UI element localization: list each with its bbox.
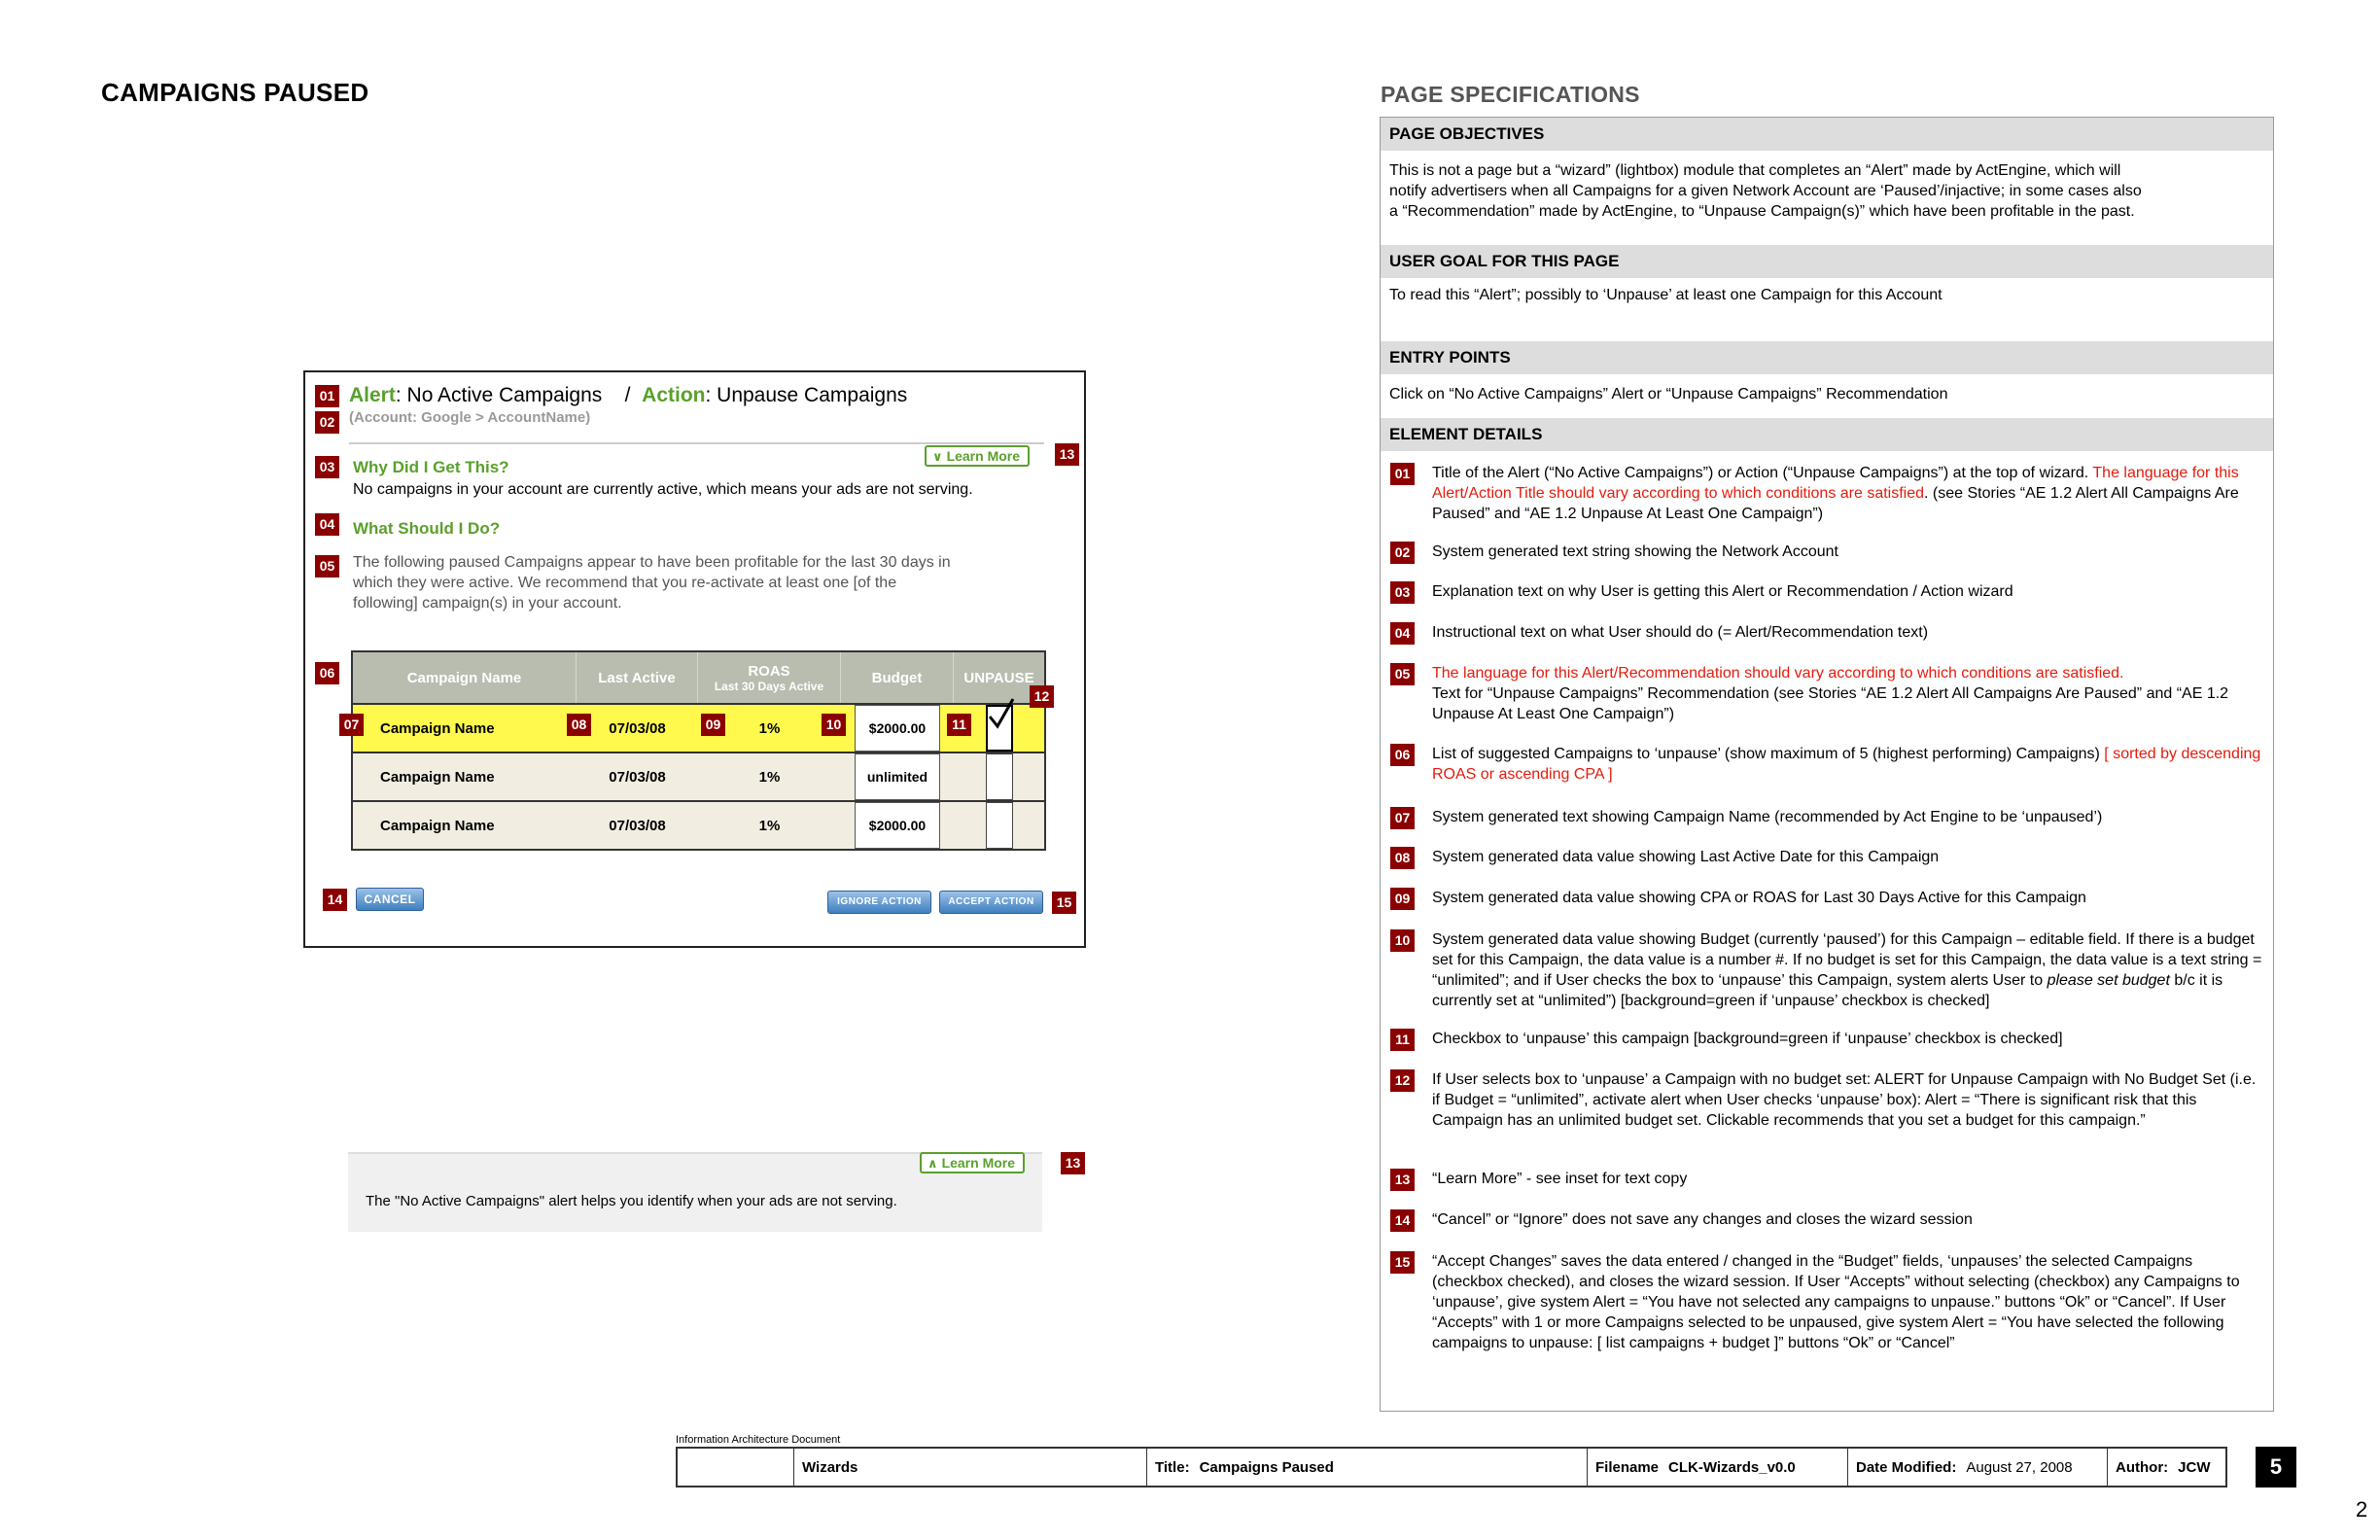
footer-bar (676, 1447, 2227, 1488)
detail-badge-04: 04 (1390, 622, 1415, 645)
objectives-heading: PAGE OBJECTIVES (1381, 118, 2273, 151)
what-text-line-2: which they were active. We recommend that you re-activate at least one [of the (353, 575, 897, 591)
col-last-active: Last Active (577, 652, 698, 703)
detail-14: “Cancel” or “Ignore” does not save any changes and closes the wizard session (1432, 1211, 1973, 1228)
last-active: 07/03/08 (609, 817, 666, 834)
learn-more-button[interactable] (920, 1152, 1025, 1173)
inset-text: The "No Active Campaigns" alert helps you identify when your ads are not serving. (366, 1193, 897, 1209)
callout-badge-13: 13 (1061, 1152, 1085, 1174)
col-roas-sub: Last 30 Days Active (714, 679, 824, 693)
footer-section: Wizards (794, 1449, 1147, 1486)
roas-value: 1% (758, 817, 781, 834)
footer-title: Title: Campaigns Paused (1147, 1449, 1588, 1486)
page-number: 2 (2356, 1497, 2368, 1522)
table-row (353, 800, 1044, 849)
what-heading: What Should I Do? (353, 519, 501, 538)
callout-badge-04: 04 (315, 513, 339, 536)
callout-badge-15: 15 (1052, 892, 1076, 914)
detail-badge-14: 14 (1390, 1209, 1415, 1232)
what-text (353, 552, 951, 613)
detail-badge-07: 07 (1390, 807, 1415, 829)
table-row (353, 752, 1044, 800)
detail-04: Instructional text on what User should do (= Alert/Recommendation text) (1432, 624, 1929, 641)
callout-badge-11: 11 (947, 714, 971, 736)
goal-heading: USER GOAL FOR THIS PAGE (1381, 245, 2273, 278)
detail-09: System generated data value showing CPA or ROAS for Last 30 Days Active for this Campaign (1432, 890, 2086, 906)
learn-more-label: Learn More (946, 448, 1021, 464)
alert-text: : No Active Campaigns (395, 384, 603, 406)
callout-badge-05: 05 (315, 555, 339, 578)
unpause-checkbox[interactable] (986, 753, 1013, 800)
callout-badge-13: 13 (1055, 443, 1079, 466)
wizard-title (349, 384, 907, 407)
detail-03: Explanation text on why User is getting this Alert or Recommendation / Action wizard (1432, 583, 2013, 600)
alert-label: Alert (349, 384, 396, 406)
what-text-line-1: The following paused Campaigns appear to have been profitable for the last 30 days in (353, 554, 951, 571)
budget-field[interactable]: unlimited (855, 753, 940, 800)
detail-badge-03: 03 (1390, 581, 1415, 604)
footer-author: Author: JCW (2116, 1458, 2211, 1476)
detail-08: System generated data value showing Last Active Date for this Campaign (1432, 849, 1940, 865)
detail-badge-13: 13 (1390, 1169, 1415, 1191)
chevron-down-icon: ∨ (932, 449, 943, 464)
checkmark-icon (986, 697, 1015, 730)
callout-badge-03: 03 (315, 456, 339, 478)
col-unpause: UNPAUSE (963, 669, 1034, 686)
footer-blank (678, 1449, 794, 1486)
col-roas-label: ROAS (748, 662, 790, 680)
detail-badge-08: 08 (1390, 847, 1415, 869)
learn-more-inset (348, 1152, 1081, 1232)
title-slash: / (624, 384, 631, 406)
cancel-button[interactable]: CANCEL (356, 888, 424, 911)
spec-title: PAGE SPECIFICATIONS (1381, 82, 1640, 107)
col-budget: Budget (841, 652, 954, 703)
footer-date: Date Modified: August 27, 2008 (1848, 1449, 2108, 1486)
callout-badge-06: 06 (315, 662, 339, 684)
detail-12: If User selects box to ‘unpause’ a Campaign with no budget set: ALERT for Unpause Campaign with No Budget Set (i.e. if Budget = “unlimited”, activate alert when User checks ‘unpause’ box): Alert = “There is significant risk that this Campaign has an unlimited budget set. Clickable recommends that you set a budget for this campaign.” (1432, 1071, 2257, 1129)
why-text: No campaigns in your account are currently active, which means your ads are not serving. (353, 481, 973, 498)
callout-badge-14: 14 (323, 889, 347, 911)
entry-heading: ENTRY POINTS (1381, 341, 2273, 374)
element-heading: ELEMENT DETAILS (1381, 418, 2273, 451)
callout-badge-09: 09 (701, 714, 725, 736)
campaign-name: Campaign Name (380, 719, 495, 737)
objectives-line-1: This is not a page but a “wizard” (lightbox) module that completes an “Alert” made by ActEngine, which will (1389, 162, 2121, 179)
what-text-line-3: following] campaign(s) in your account. (353, 595, 622, 612)
campaign-table (351, 650, 1046, 851)
roas-value: 1% (758, 768, 781, 786)
table-header (353, 652, 1044, 703)
callout-badge-10: 10 (822, 714, 846, 736)
callout-badge-02: 02 (315, 411, 339, 434)
detail-badge-11: 11 (1390, 1029, 1415, 1051)
action-label: Action (642, 384, 706, 406)
last-active: 07/03/08 (609, 768, 666, 786)
action-text: : Unpause Campaigns (705, 384, 908, 406)
detail-badge-09: 09 (1390, 888, 1415, 910)
campaign-name: Campaign Name (380, 768, 495, 786)
accept-action-button[interactable]: ACCEPT ACTION (939, 891, 1043, 914)
campaign-name: Campaign Name (380, 817, 495, 834)
divider (349, 442, 1044, 444)
detail-badge-15: 15 (1390, 1251, 1415, 1274)
callout-badge-01: 01 (315, 385, 339, 407)
detail-badge-05: 05 (1390, 663, 1415, 685)
col-roas (698, 652, 841, 703)
spec-panel (1380, 117, 2274, 1412)
roas-value: 1% (758, 719, 781, 737)
detail-11: Checkbox to ‘unpause’ this campaign [background=green if ‘unpause’ checkbox is checked] (1432, 1031, 2063, 1047)
wizard-lightbox (303, 370, 1086, 948)
table-row (353, 703, 1044, 752)
objectives-text (1389, 160, 2245, 222)
objectives-line-3: a “Recommendation” made by ActEngine, to “Unpause Campaign(s)” which have been profitable in the past. (1389, 203, 2135, 220)
detail-15: “Accept Changes” saves the data entered / changed in the “Budget” fields, ‘unpauses’ the selected Campaigns (checkbox checked), and closes the wizard session. If User “Accepts” without selecting (checkbox) any Campaigns to ‘unpause’, give system Alert = “You have not selected any campaigns to unpause.” buttons “Ok” or “Cancel”. If User “Accepts” with 1 or more Campaigns selected to be unpaused, give system Alert = “You have selected the following campaigns to unpause: [ list campaigns + budget ]” buttons “Ok” or “Cancel” (1432, 1253, 2240, 1351)
detail-badge-01: 01 (1390, 463, 1415, 485)
goal-text: To read this “Alert”; possibly to ‘Unpause’ at least one Campaign for this Account (1389, 287, 1942, 303)
detail-badge-02: 02 (1390, 542, 1415, 564)
page-title: CAMPAIGNS PAUSED (101, 78, 369, 107)
learn-more-button[interactable] (925, 445, 1030, 467)
page-box: 5 (2256, 1447, 2296, 1488)
budget-field[interactable]: $2000.00 (855, 802, 940, 849)
detail-05: The language for this Alert/Recommendation should vary according to which conditions are satisfied. Text for “Unpause Campaigns” Recommendation (see Stories “AE 1.2 Alert All Campaigns Are Paused” and “AE 1.2 Unpause At Least One Campaign”) (1432, 665, 2229, 722)
callout-badge-07: 07 (339, 714, 364, 736)
detail-badge-10: 10 (1390, 929, 1415, 952)
footer-filename: Filename CLK-Wizards_v0.0 (1588, 1449, 1848, 1486)
entry-text: Click on “No Active Campaigns” Alert or “Unpause Campaigns” Recommendation (1389, 386, 1948, 402)
unpause-checkbox[interactable] (986, 802, 1013, 849)
account-text: (Account: Google > AccountName) (349, 409, 591, 426)
detail-10: System generated data value showing Budget (currently ‘paused’) for this Campaign – editable field. If there is a budget set for this Campaign, the data value is a number #. If no budget is set for this Campaign, the data value is a text string = “unlimited”; and if User checks the box to ‘unpause’ this Campaign, system alerts User to please set budget b/c it is currently set at “unlimited”) [background=green if ‘unpause’ checkbox is checked] (1432, 931, 2262, 1009)
objectives-line-2: notify advertisers when all Campaigns for a given Network Account are ‘Paused’/injactive; in some cases also (1389, 183, 2142, 199)
budget-field[interactable]: $2000.00 (855, 705, 940, 752)
detail-badge-12: 12 (1390, 1069, 1415, 1092)
detail-01: Title of the Alert (“No Active Campaigns”) or Action (“Unpause Campaigns”) at the top of wizard. The language for this Alert/Action Title should vary according to which conditions are satisfied. (see Stories “AE 1.2 Alert All Campaigns Are Paused” and “AE 1.2 Unpause At Least One Campaign”) (1432, 465, 2239, 522)
chevron-up-icon: ∧ (928, 1156, 938, 1171)
learn-more-label: Learn More (941, 1155, 1016, 1171)
callout-badge-12: 12 (1030, 685, 1054, 708)
detail-02: System generated text string showing the Network Account (1432, 543, 1838, 560)
last-active: 07/03/08 (609, 719, 666, 737)
col-campaign-name: Campaign Name (353, 652, 577, 703)
unpause-checkbox[interactable] (986, 705, 1013, 752)
detail-13: “Learn More” - see inset for text copy (1432, 1171, 1688, 1187)
detail-06: List of suggested Campaigns to ‘unpause’ (show maximum of 5 (highest performing) Campaigns) [ sorted by descending ROAS or ascending CPA ] (1432, 746, 2261, 783)
why-heading: Why Did I Get This? (353, 458, 509, 476)
detail-badge-06: 06 (1390, 744, 1415, 766)
callout-badge-08: 08 (567, 714, 591, 736)
ignore-action-button[interactable]: IGNORE ACTION (827, 891, 931, 914)
detail-07: System generated text showing Campaign Name (recommended by Act Engine to be ‘unpaused’) (1432, 809, 2103, 825)
doc-label: Information Architecture Document (676, 1434, 841, 1446)
